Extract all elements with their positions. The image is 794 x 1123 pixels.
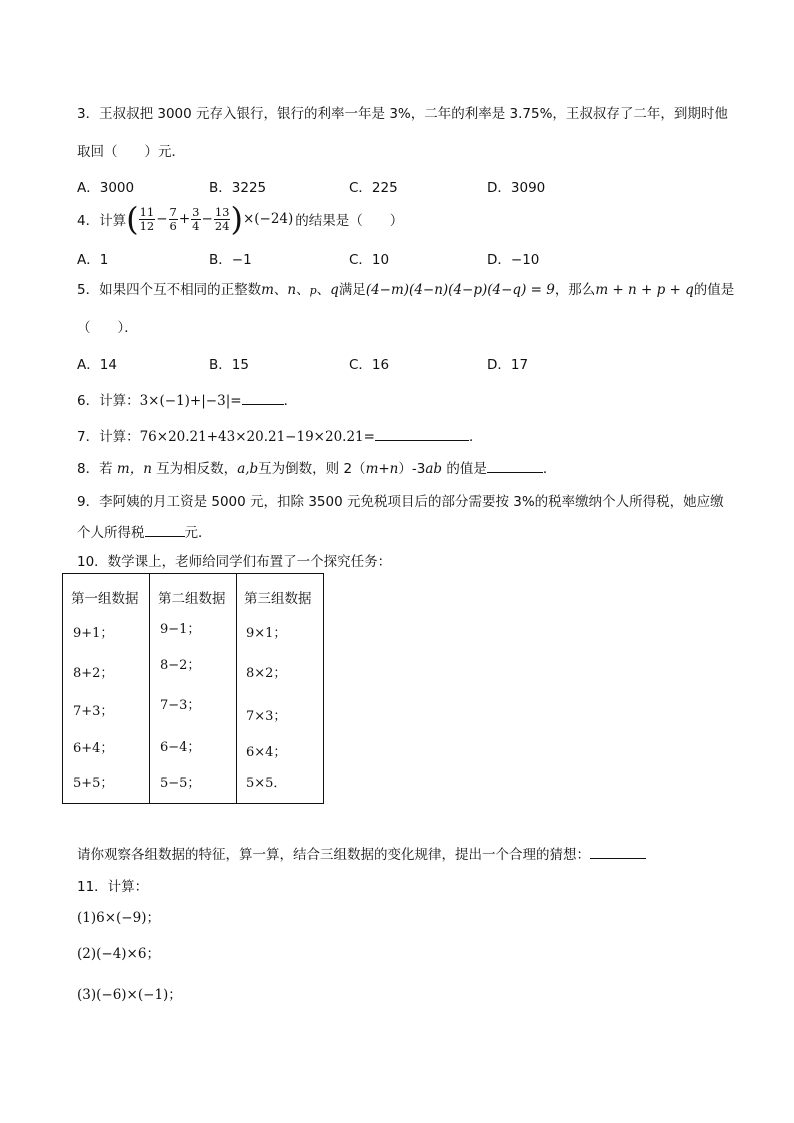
q5-var-q: q xyxy=(330,282,339,298)
q5-line1 xyxy=(77,278,734,298)
q7-answer-blank[interactable] xyxy=(375,439,469,441)
q6-prefix: 6．计算： xyxy=(77,393,140,409)
q5-option-c: C．16 xyxy=(349,357,390,373)
table-divider-1 xyxy=(149,574,150,803)
q4-option-d: D．−10 xyxy=(487,252,540,268)
q5-condition: (4−m)(4−n)(4−p)(4−q) = 9 xyxy=(365,282,555,298)
q5-var-n: n xyxy=(287,282,297,298)
table-cell-g3-r2: 8×2； xyxy=(246,666,287,681)
table-cell-g2-r3: 7−3； xyxy=(160,698,201,713)
q6-line xyxy=(77,389,297,409)
q4-suffix: 的结果是（ ） xyxy=(295,213,404,229)
q5-sep-2: 、 xyxy=(296,282,310,298)
q6-expr: 3×(−1)+|−3|= xyxy=(139,393,242,409)
q5-sep-3: 、 xyxy=(316,282,331,298)
q5-option-d: D．17 xyxy=(487,357,529,373)
q10-data-table xyxy=(62,573,324,804)
q3-line2: 取回（ ）元． xyxy=(77,144,185,160)
q5-after: ，那么 xyxy=(554,282,596,298)
q8-end: ． xyxy=(542,461,557,477)
q4-op-3: − xyxy=(201,211,213,227)
q5-var-p: p xyxy=(309,284,317,297)
table-divider-2 xyxy=(236,574,237,803)
q5-suffix: 的值是 xyxy=(693,282,735,298)
q7-expr: 76×20.21+43×20.21−19×20.21= xyxy=(139,429,375,445)
q8-vars-ab: a,b xyxy=(237,461,259,477)
q6-answer-blank[interactable] xyxy=(242,403,284,405)
table-header-group-3: 第三组数据 xyxy=(244,591,312,607)
q11-item-2: (2)(−4)×6； xyxy=(77,946,160,962)
q8-text-1: 8．若 xyxy=(77,461,117,477)
q4-line xyxy=(77,200,403,238)
q3-option-a: A．3000 xyxy=(77,180,135,196)
table-cell-g1-r5: 5+5； xyxy=(73,776,114,791)
table-cell-g2-r1: 9−1； xyxy=(160,622,201,637)
q4-frac-3: $\frac{3}{4}$ xyxy=(192,204,200,233)
q10-question xyxy=(77,843,646,863)
q5-var-m: m xyxy=(261,282,274,298)
q9-line2-start: 个人所得税 xyxy=(77,525,145,541)
q8-text-4: ）-3 xyxy=(398,461,426,477)
q11-item-1: (1)6×(−9)； xyxy=(77,910,160,926)
q10-answer-blank[interactable] xyxy=(590,857,646,859)
q7-end: ． xyxy=(468,429,483,445)
q4-frac-1: $\frac{11}{12}$ xyxy=(139,204,155,233)
q7-prefix: 7．计算： xyxy=(77,429,140,445)
q8-line xyxy=(77,457,556,477)
table-cell-g2-r4: 6−4； xyxy=(160,740,201,755)
q4-right-paren: ) xyxy=(230,200,243,238)
table-cell-g3-r1: 9×1； xyxy=(246,626,287,641)
table-cell-g1-r4: 6+4； xyxy=(73,741,114,756)
table-cell-g1-r1: 9+1； xyxy=(73,626,114,641)
q3-line1: 3．王叔叔把 3000 元存入银行，银行的利率一年是 3%，二年的利率是 3.75%，王叔叔存了二年，到期时他 xyxy=(77,106,728,122)
q4-op-2: + xyxy=(178,211,191,227)
q7-line xyxy=(77,425,482,445)
q3-option-c: C．225 xyxy=(349,180,398,196)
q5-sep-1: 、 xyxy=(273,282,288,298)
q5-mid: 满足 xyxy=(338,282,366,298)
table-cell-g2-r5: 5−5； xyxy=(160,776,201,791)
q9-answer-blank[interactable] xyxy=(145,535,185,537)
q4-option-a: A．1 xyxy=(77,252,109,268)
q9-line1: 9．李阿姨的月工资是 5000 元，扣除 3500 元免税项目后的部分需要按 3%的税率缴纳个人所得税，她应缴 xyxy=(77,494,724,510)
q3-option-b: B．3225 xyxy=(209,180,267,196)
q8-answer-blank[interactable] xyxy=(487,471,543,473)
q4-option-c: C．10 xyxy=(349,252,390,268)
q5-option-b: B．15 xyxy=(209,357,249,373)
table-cell-g2-r2: 8−2； xyxy=(160,658,201,673)
q11-item-3: (3)(−6)×(−1)； xyxy=(77,987,182,1003)
q8-vars-mn: m，n xyxy=(116,461,152,477)
q5-prefix: 5．如果四个互不相同的正整数 xyxy=(77,282,262,298)
q9-line2 xyxy=(77,521,212,541)
table-header-group-1: 第一组数据 xyxy=(71,591,139,607)
table-cell-g3-r3: 7×3； xyxy=(246,709,287,724)
table-header-group-2: 第二组数据 xyxy=(158,591,226,607)
q3-option-d: D．3090 xyxy=(487,180,546,196)
table-cell-g3-r5: 5×5． xyxy=(246,776,287,791)
q10-intro: 10．数学课上，老师给同学们布置了一个探究任务： xyxy=(77,554,392,570)
q8-sum-mn: m+n xyxy=(365,461,399,477)
table-cell-g1-r3: 7+3； xyxy=(73,704,114,719)
q4-frac-2: $\frac{7}{6}$ xyxy=(169,204,177,233)
q4-option-b: B．−1 xyxy=(209,252,252,268)
q4-op-1: − xyxy=(156,211,168,227)
q8-text-2: 互为相反数， xyxy=(151,461,238,477)
q5-sum: m + n + p + q xyxy=(595,282,694,298)
q4-prefix: 4．计算 xyxy=(77,213,127,229)
q5-line2: （ ）． xyxy=(77,320,138,336)
q11-title: 11．计算： xyxy=(77,879,149,895)
q9-line2-end: 元． xyxy=(184,525,212,541)
q8-text-3: 互为倒数，则 2（ xyxy=(258,461,366,477)
table-cell-g1-r2: 8+2； xyxy=(73,666,114,681)
q5-option-a: A．14 xyxy=(77,357,117,373)
q10-question-text: 请你观察各组数据的特征，算一算，结合三组数据的变化规律，提出一个合理的猜想： xyxy=(77,847,590,863)
q4-times: ×(−24) xyxy=(242,211,294,227)
table-cell-g3-r4: 6×4； xyxy=(246,745,287,760)
q6-end: ． xyxy=(283,393,298,409)
q8-product-ab: ab xyxy=(425,461,443,477)
q8-text-5: 的值是 xyxy=(442,461,487,477)
q4-frac-4: $\frac{13}{24}$ xyxy=(214,204,230,233)
q4-left-paren: ( xyxy=(126,200,139,238)
